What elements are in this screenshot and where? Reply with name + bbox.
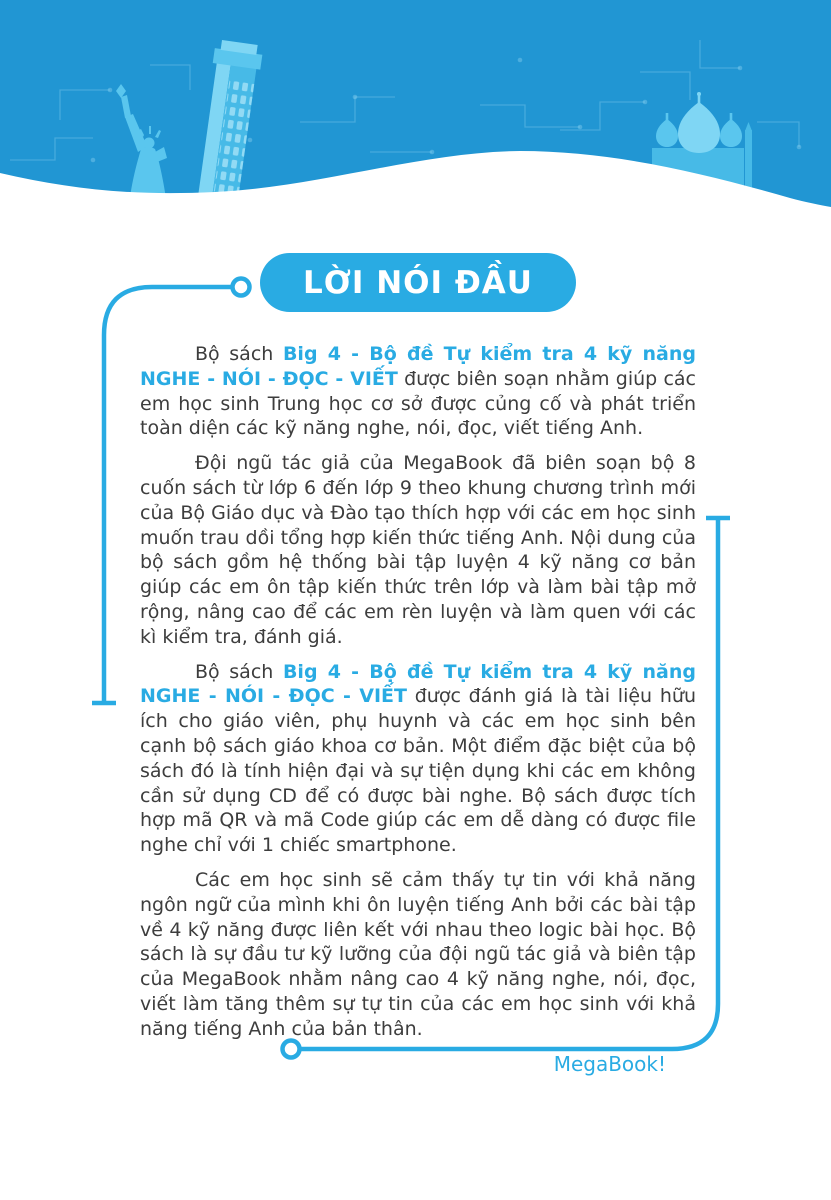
paragraph-text: Đội ngũ tác giả của MegaBook đã biên soạn bộ 8 cuốn sách từ lớp 6 đến lớp 9 theo khung chương trình mới của Bộ Giáo dục và Đào tạo thích hợp với các em học sinh muốn trau dồi tổng hợp kiến thức tiếng Anh. Nội dung của bộ sách gồm hệ thống bài tập luyện 4 kỹ năng cơ bản giúp các em ôn tập kiến thức trên lớp và làm bài tập mở rộng, nâng cao để các em rèn luyện và làm quen với các kì kiểm tra, đánh giá. xyxy=(140,452,696,648)
signature: MegaBook! xyxy=(553,1051,666,1076)
header-skyline-graphic xyxy=(0,0,831,215)
paragraph-text: Bộ sách xyxy=(195,343,283,365)
page-title: LỜI NÓI ĐẦU xyxy=(303,264,533,301)
content-area xyxy=(140,342,696,1076)
series-title-highlight: Big 4 - Bộ đề Tự kiểm tra 4 kỹ năng NGHE - NÓI - ĐỌC - VIẾT xyxy=(140,343,696,390)
paragraph xyxy=(140,451,696,649)
paragraph-text: được biên soạn nhằm giúp các em học sinh Trung học cơ sở được củng cố và phát triển toàn diện các kỹ năng nghe, nói, đọc, viết tiếng Anh. xyxy=(140,367,697,440)
header-banner xyxy=(0,0,831,215)
paragraph xyxy=(140,342,696,441)
connector-circle-top xyxy=(233,279,250,296)
paragraphs xyxy=(140,342,696,1042)
series-title-highlight: Big 4 - Bộ đề Tự kiểm tra 4 kỹ năng NGHE - NÓI - ĐỌC - VIẾT xyxy=(140,660,696,708)
paragraph xyxy=(140,868,696,1042)
paragraph-text: được đánh giá là tài liệu hữu ích cho giáo viên, phụ huynh và các em học sinh bên cạnh bộ sách giáo khoa cơ bản. Một điểm đặc biệt của bộ sách đó là tính hiện đại và sự tiện dụng khi các em không cần sử dụng CD để có được bài nghe. Bộ sách được tích hợp mã QR và mã Code giúp các em dễ dàng có được file nghe chỉ với 1 chiếc smartphone. xyxy=(140,685,696,857)
paragraph-text: Các em học sinh sẽ cảm thấy tự tin với khả năng ngôn ngữ của mình khi ôn luyện tiếng Anh bởi các bài tập về 4 kỹ năng được liên kết với nhau theo logic bài học. Bộ sách là sự đầu tư kỹ lưỡng của đội ngũ tác giả và biên tập của MegaBook nhằm nâng cao 4 kỹ năng nghe, nói, đọc, viết làm tăng thêm sự tự tin của các em học sinh với khả năng tiếng Anh của bản thân. xyxy=(140,868,696,1040)
paragraph xyxy=(140,660,696,858)
page-title-badge xyxy=(260,253,576,312)
paragraph-text: Bộ sách xyxy=(195,660,283,683)
